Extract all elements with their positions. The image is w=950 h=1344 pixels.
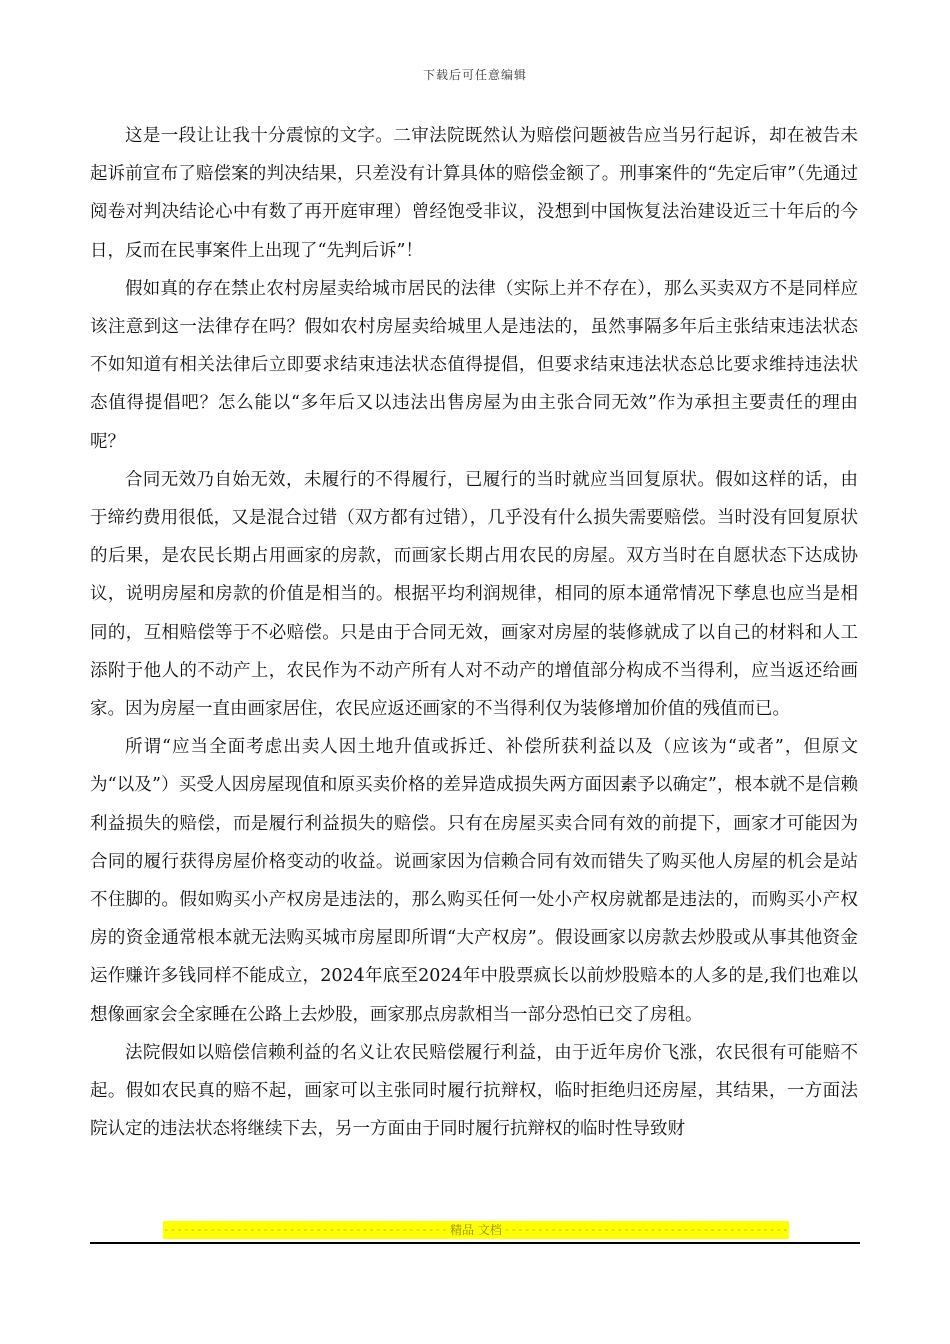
footer-banner bbox=[163, 1221, 789, 1239]
footer-dashes-left bbox=[163, 1221, 448, 1239]
footer-divider bbox=[90, 1242, 860, 1244]
footer-dashes-right bbox=[504, 1221, 789, 1239]
paragraph-3: 合同无效乃自始无效，未履行的不得履行，已履行的当时就应当回复原状。假如这样的话，由于缔约费用很低，又是混合过错（双方都有过错），几乎没有什么损失需要赔偿。当时没有回复原状的后果，是农民长期占用画家的房款，而画家长期占用农民的房屋。双方当时在自愿状态下达成协议，说明房屋和房款的价值是相当的。根据平均利润规律，相同的原本通常情况下孳息也应当是相同的，互相赔偿等于不必赔偿。只是由于合同无效，画家对房屋的装修就成了以自己的材料和人工添附于他人的不动产上，农民作为不动产所有人对不动产的增值部分构成不当得利，应当返还给画家。因为房屋一直由画家居住，农民应返还画家的不当得利仅为装修增加价值的残值而已。 bbox=[90, 469, 858, 720]
document-body bbox=[90, 117, 858, 1148]
paragraph-5: 法院假如以赔偿信赖利益的名义让农民赔偿履行利益，由于近年房价飞涨，农民很有可能赔不起。假如农民真的赔不起，画家可以主张同时履行抗辩权，临时拒绝归还房屋，其结果，一方面法院认定的违法状态将继续下去，另一方面由于同时履行抗辩权的临时性导致财 bbox=[90, 1042, 858, 1140]
page-header: 下载后可任意编辑 bbox=[422, 68, 527, 82]
paragraph-1: 这是一段让让我十分震惊的文字。二审法院既然认为赔偿问题被告应当另行起诉，却在被告未起诉前宣布了赔偿案的判决结果，只差没有计算具体的赔偿金额了。刑事案件的“先定后审”（先通过阅卷对判决结论心中有数了再开庭审理）曾经饱受非议，没想到中国恢复法治建设近三十年后的今日，反而在民事案件上出现了“先判后诉”！ bbox=[90, 126, 858, 261]
paragraph-4: 所谓“应当全面考虑出卖人因土地升值或拆迁、补偿所获利益以及（应该为“或者”，但原文为“以及”）买受人因房屋现值和原买卖价格的差异造成损失两方面因素予以确定”，根本就不是信赖利益损失的赔偿，而是履行利益损失的赔偿。只有在房屋买卖合同有效的前提下，画家才可能因为合同的履行获得房屋价格变动的收益。说画家因为信赖合同有效而错失了购买他人房屋的机会是站不住脚的。假如购买小产权房是违法的，那么购买任何一处小产权房就都是违法的，而购买小产权房的资金通常根本就无法购买城市房屋即所谓“大产权房”。假设画家以房款去炒股或从事其他资金运作赚许多钱同样不能成立，2024年底至2024年中股票疯长以前炒股赔本的人多的是,我们也难以想像画家会全家睡在公路上去炒股，画家那点房款相当一部分恐怕已交了房租。 bbox=[90, 737, 858, 1025]
footer-label: 精品 文档 bbox=[450, 1223, 502, 1237]
paragraph-2: 假如真的存在禁止农村房屋卖给城市居民的法律（实际上并不存在），那么买卖双方不是同样应该注意到这一法律存在吗？假如农村房屋卖给城里人是违法的，虽然事隔多年后主张结束违法状态不如知道有相关法律后立即要求结束违法状态值得提倡，但要求结束违法状态总比要求维持违法状态值得提倡吧？怎么能以“多年后又以违法出售房屋为由主张合同无效”作为承担主要责任的理由呢？ bbox=[90, 278, 858, 452]
